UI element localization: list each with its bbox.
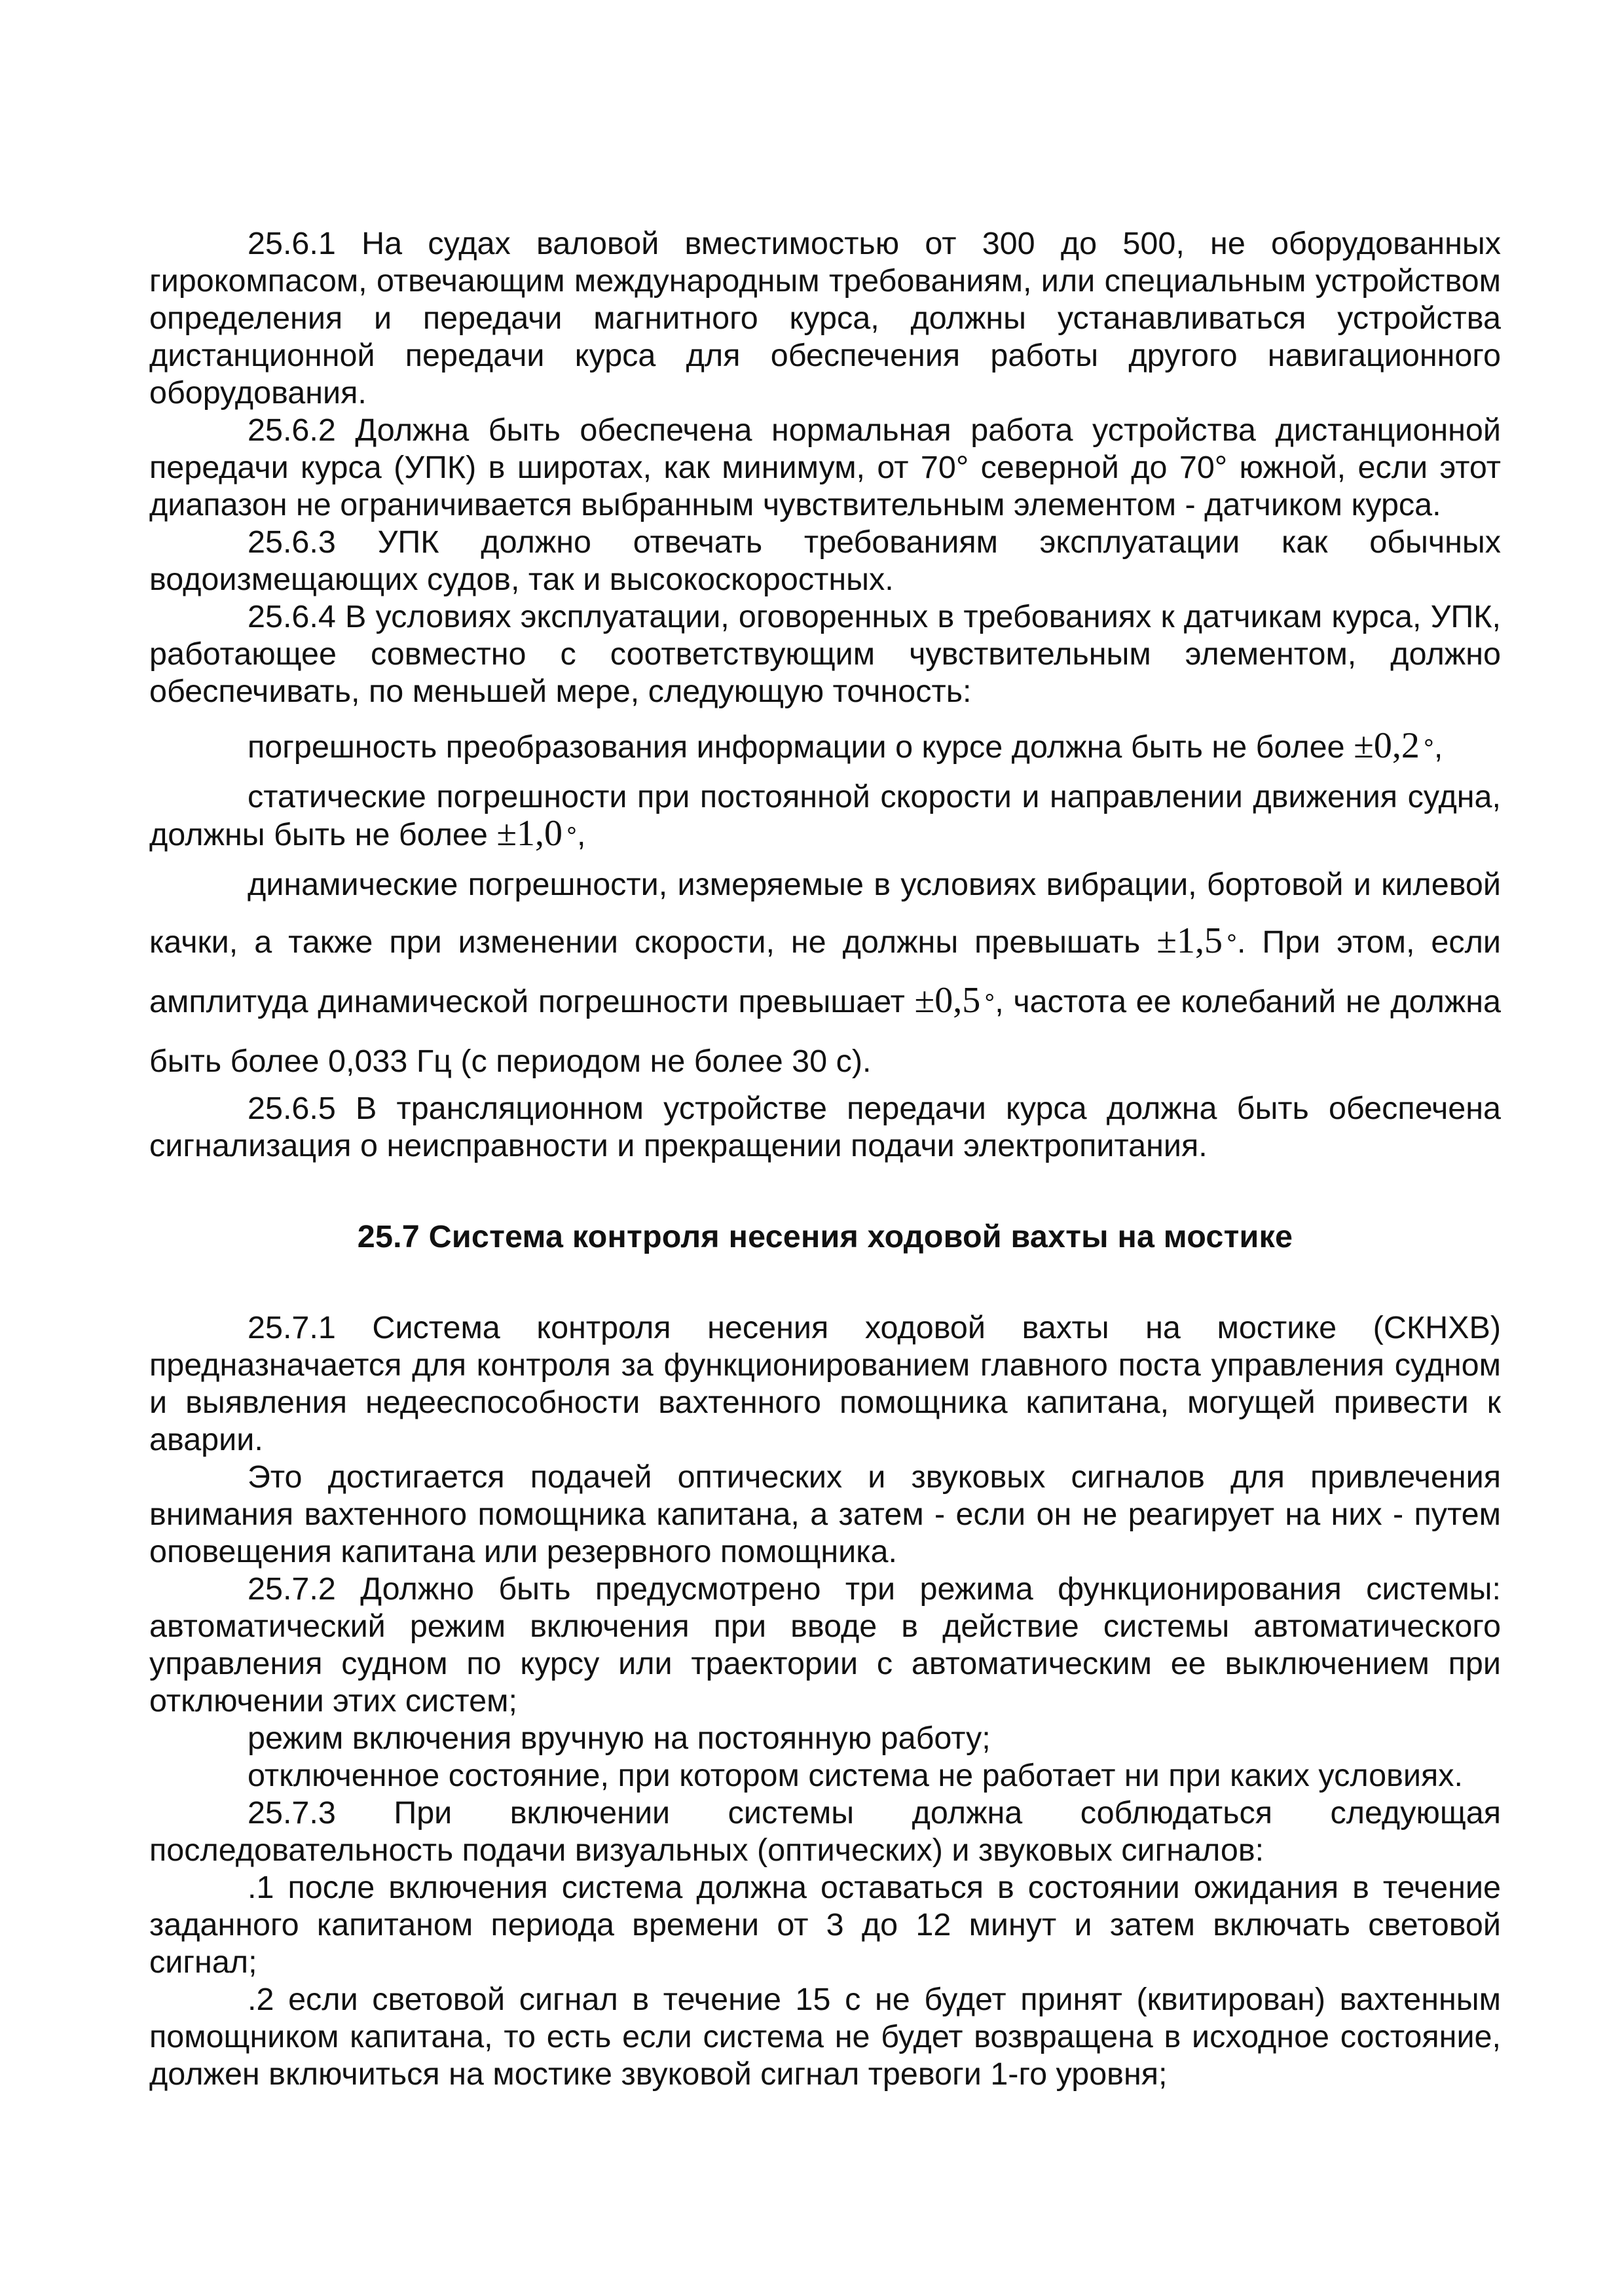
section-heading-25-7: 25.7 Система контроля несения ходовой вахты на мостике (357, 1219, 1293, 1254)
paragraph-25-6-2: 25.6.2 Должна быть обеспечена нормальная работа устройства дистанционной передачи курса (УПК) в широтах, как минимум, от 70° северной до 70° южной, если этот диапазон не ограничивается выбранным чувствительным элементом - датчиком курса. (149, 412, 1501, 522)
list-item-2: .2 если световой сигнал в течение 15 с не будет принят (квитирован) вахтенным помощником капитана, то есть если система не будет возвращена в исходное состояние, должен включиться на мостике звуковой сигнал тревоги 1-го уровня; (149, 1982, 1501, 2092)
comma: , (577, 817, 586, 852)
accuracy-3-text-b: . При этом, если амплитуда динамической погрешности превышает (149, 924, 1501, 1019)
degree-symbol: ° (984, 989, 995, 1018)
paragraph-25-7-1: 25.7.1 Система контроля несения ходовой вахты на мостике (СКНХВ) предназначается для контроля за функционированием главного поста управления судном и выявления недееспособности вахтенного помощника капитана, могущей привести к аварии. (149, 1310, 1501, 1457)
paragraph-25-7-1-continued: Это достигается подачей оптических и звуковых сигналов для привлечения внимания вахтенного помощника капитана, а затем - если он не реагирует на них - путем оповещения капитана или резервного помощника. (149, 1459, 1501, 1569)
accuracy-3-value-a: ±1,5 (1156, 920, 1223, 961)
degree-symbol: ° (1226, 930, 1237, 958)
comma: , (1433, 729, 1443, 765)
paragraph-25-7-2-off-state: отключенное состояние, при котором система не работает ни при каких условиях. (248, 1758, 1463, 1793)
list-item-1: .1 после включения система должна оставаться в состоянии ожидания в течение заданного капитаном периода времени от 3 до 12 минут и затем включать световой сигнал; (149, 1870, 1501, 1980)
accuracy-2-text: статические погрешности при постоянной скорости и направлении движения судна, должны быть не более (149, 779, 1501, 852)
accuracy-item-1 (149, 718, 1501, 778)
accuracy-2-value: ±1,0 (496, 813, 563, 854)
paragraph-25-6-4: 25.6.4 В условиях эксплуатации, оговоренных в требованиях к датчикам курса, УПК, работающее совместно с соответствующим чувствительным элементом, должно обеспечивать, по меньшей мере, следующую точность: (149, 599, 1501, 709)
accuracy-item-3 (149, 856, 1501, 1090)
paragraph-25-6-1: 25.6.1 На судах валовой вместимостью от 300 до 500, не оборудованных гирокомпасом, отвечающим международным требованиям, или специальным устройством определения и передачи магнитного курса, должны устанавливаться устройства дистанционной передачи курса для обеспечения работы другого навигационного оборудования. (149, 226, 1501, 410)
accuracy-1-text: погрешность преобразования информации о курсе должна быть не более (248, 729, 1345, 765)
accuracy-1-value: ±0,2 (1354, 725, 1420, 766)
paragraph-25-7-2: 25.7.2 Должно быть предусмотрено три режима функционирования системы: автоматический режим включения при вводе в действие системы автоматического управления судном по курсу или траектории с автоматическим ее выключением при отключении этих систем; (149, 1571, 1501, 1719)
accuracy-3-text-a: динамические погрешности, измеряемые в условиях вибрации, бортовой и килевой качки, а также при изменении скорости, не должны превышать (149, 867, 1501, 960)
paragraph-25-7-2-manual-mode: режим включения вручную на постоянную работу; (248, 1721, 991, 1756)
degree-symbol: ° (1423, 735, 1434, 763)
accuracy-item-2 (149, 778, 1501, 856)
paragraph-25-6-3: 25.6.3 УПК должно отвечать требованиям эксплуатации как обычных водоизмещающих судов, так и высокоскоростных. (149, 524, 1501, 597)
accuracy-3-text-c: , частота ее колебаний не должна быть более 0,033 Гц (с периодом не более 30 с). (149, 984, 1501, 1079)
degree-symbol: ° (566, 822, 578, 851)
paragraph-25-7-3: 25.7.3 При включении системы должна соблюдаться следующая последовательность подачи визуальных (оптических) и звуковых сигналов: (149, 1795, 1501, 1868)
accuracy-3-value-b: ±0,5 (914, 980, 981, 1021)
paragraph-25-6-5: 25.6.5 В трансляционном устройстве передачи курса должна быть обеспечена сигнализация о неисправности и прекращении подачи электропитания. (149, 1091, 1501, 1163)
document-page (149, 225, 1501, 2093)
